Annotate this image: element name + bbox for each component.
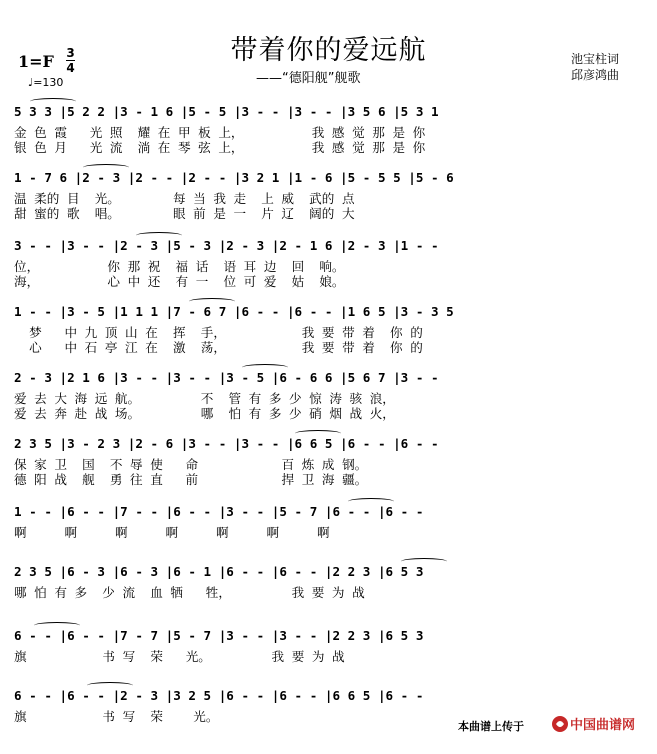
lyric-line: 金 色 霞 光 照 耀 在 甲 板 上， 我 感 觉 那 是 你	[14, 125, 426, 140]
tempo-marking: ♩=130	[28, 76, 64, 89]
upload-footer-text: 本曲谱上传于	[458, 720, 524, 733]
score-system	[0, 98, 657, 170]
song-subtitle: ——“德阳舰”舰歌	[256, 71, 361, 86]
slur-mark	[189, 298, 235, 305]
notation-line: 5 3 3 |5 2 2 |3 - 1 6 |5 - 5 |3 - - |3 - - |3 5 6 |5 3 1	[14, 104, 439, 119]
key-signature: 1=F	[18, 52, 54, 71]
lyric-line: 位， 你 那 祝 福 话 语 耳 边 回 响。	[14, 259, 345, 274]
time-signature	[66, 47, 75, 74]
slur-mark	[83, 164, 129, 171]
slur-mark	[348, 498, 394, 505]
lyric-line: 梦 中 九 顶 山 在 挥 手， 我 要 带 着 你 的	[14, 325, 423, 340]
notation-line: 1 - - |3 - 5 |1 1 1 |7 - 6 7 |6 - - |6 - - |1 6 5 |3 - 3 5	[14, 304, 454, 319]
lyric-line: 温 柔的 目 光。 每 当 我 走 上 威 武的 点	[14, 191, 355, 206]
slur-mark	[401, 558, 447, 565]
lyric-line: 爱 去 奔 赴 战 场。 哪 怕 有 多 少 硝 烟 战 火，	[14, 406, 395, 421]
score-system	[0, 164, 657, 236]
slur-mark	[295, 430, 341, 437]
time-signature-top: 3	[66, 46, 75, 60]
slur-mark	[30, 98, 76, 105]
notation-line: 2 3 5 |6 - 3 |6 - 3 |6 - 1 |6 - - |6 - - |2 2 3 |6 5 3	[14, 564, 424, 579]
notation-line: 3 - - |3 - - |2 - 3 |5 - 3 |2 - 3 |2 - 1 6 |2 - 3 |1 - -	[14, 238, 439, 253]
lyric-line: 保 家 卫 国 不 辱 使 命 百 炼 成 钢。	[14, 457, 368, 472]
lyric-line: 德 阳 战 舰 勇 往 直 前 捍 卫 海 疆。	[14, 472, 368, 487]
lyric-line: 海， 心 中 还 有 一 位 可 爱 姑 娘。	[14, 274, 345, 289]
slur-mark	[136, 232, 182, 239]
lyric-line: 甜 蜜的 歌 唱。 眼 前 是 一 片 辽 阔的 大	[14, 206, 355, 221]
lyric-line: 旗 书 写 荣 光。 我 要 为 战	[14, 649, 345, 664]
time-signature-bottom: 4	[66, 61, 75, 75]
score-system	[0, 558, 657, 630]
score-system	[0, 232, 657, 304]
site-logo-text: 中国曲谱网	[570, 718, 636, 733]
notation-line: 6 - - |6 - - |2 - 3 |3 2 5 |6 - - |6 - - |6 6 5 |6 - -	[14, 688, 424, 703]
slur-mark	[242, 364, 288, 371]
score-system	[0, 430, 657, 502]
score-system	[0, 364, 657, 436]
notation-line: 2 - 3 |2 1 6 |3 - - |3 - - |3 - 5 |6 - 6 6 |5 6 7 |3 - -	[14, 370, 439, 385]
song-title: 带着你的爱远航	[230, 35, 427, 66]
lyric-line: 旗 书 写 荣 光。	[14, 709, 219, 724]
slur-mark	[87, 682, 133, 689]
score-system	[0, 298, 657, 370]
notation-line: 2 3 5 |3 - 2 3 |2 - 6 |3 - - |3 - - |6 6 5 |6 - - |6 - -	[14, 436, 439, 451]
notation-line: 6 - - |6 - - |7 - 7 |5 - 7 |3 - - |3 - - |2 2 3 |6 5 3	[14, 628, 424, 643]
lyric-line: 啊 啊 啊 啊 啊 啊 啊	[14, 525, 330, 540]
slur-mark	[34, 622, 80, 629]
composer-credit: 邱彦鸿曲	[571, 68, 620, 82]
lyric-line: 银 色 月 光 流 淌 在 琴 弦 上， 我 感 觉 那 是 你	[14, 140, 426, 155]
site-logo	[551, 713, 643, 735]
notation-line: 1 - 7 6 |2 - 3 |2 - - |2 - - |3 2 1 |1 - 6 |5 - 5 5 |5 - 6	[14, 170, 454, 185]
notation-line: 1 - - |6 - - |7 - - |6 - - |3 - - |5 - 7 |6 - - |6 - -	[14, 504, 424, 519]
lyric-line: 爱 去 大 海 远 航。 不 管 有 多 少 惊 涛 骇 浪，	[14, 391, 395, 406]
lyric-line: 哪 怕 有 多 少 流 血 牺 牲， 我 要 为 战	[14, 585, 365, 600]
lyricist-credit: 池宝柱词	[571, 52, 620, 66]
lyric-line: 心 中 石 亭 江 在 激 荡， 我 要 带 着 你 的	[14, 340, 423, 355]
